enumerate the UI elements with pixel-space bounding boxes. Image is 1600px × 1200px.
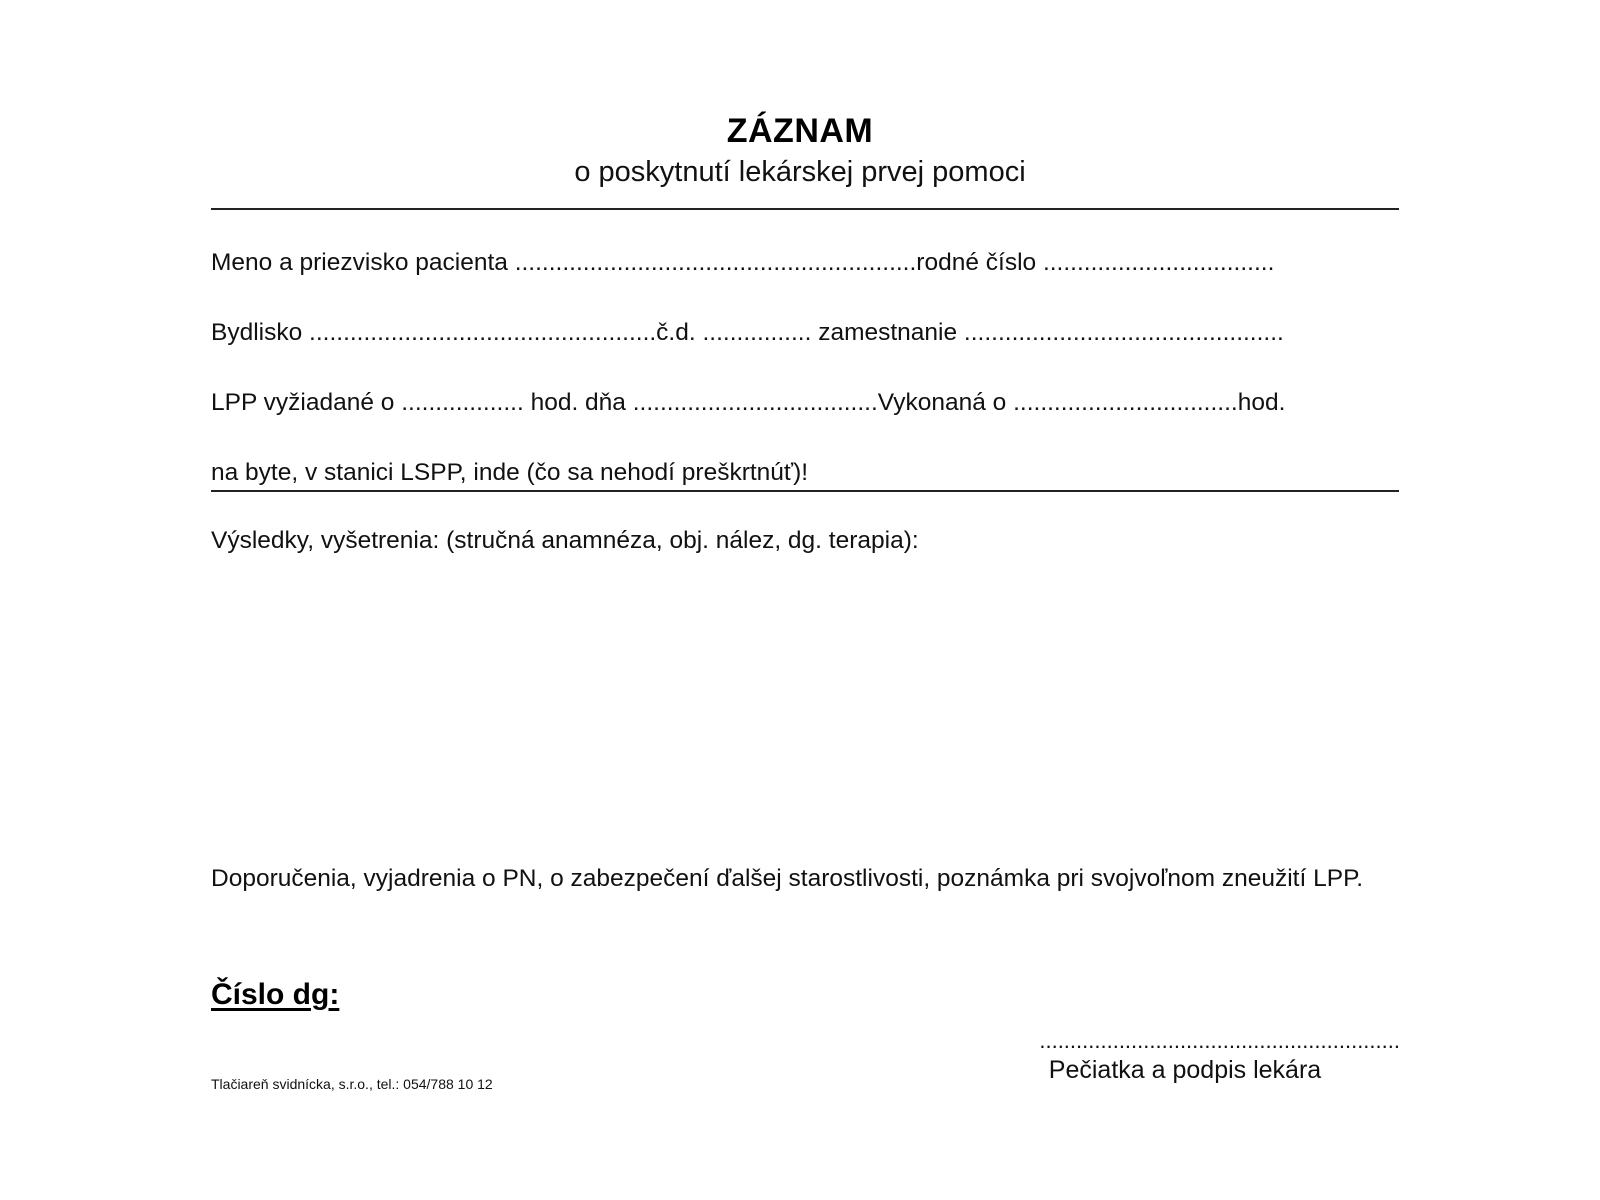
form-title: ZÁZNAM xyxy=(726,112,874,150)
signature-line: ........................................................... xyxy=(1039,1030,1400,1052)
printer-note: Tlačiareň svidnícka, s.r.o., tel.: 054/788 10 12 xyxy=(211,1076,493,1092)
top-divider xyxy=(211,208,1399,210)
signature-caption: Pečiatka a podpis lekára xyxy=(1048,1056,1322,1084)
form-subtitle: o poskytnutí lekárskej prvej pomoci xyxy=(574,156,1026,188)
results-examination-label: Výsledky, vyšetrenia: (stručná anamnéza, obj. nález, dg. terapia): xyxy=(211,527,919,554)
patient-name-birth-number-line: Meno a priezvisko pacienta ...........................................................rodné číslo .................................. xyxy=(211,249,1275,276)
request-time-line: LPP vyžiadané o .................. hod. dňa ....................................Vykonaná o .................................hod. xyxy=(211,389,1286,416)
signature-area xyxy=(970,1030,1400,1085)
middle-divider xyxy=(211,490,1399,492)
address-occupation-line: Bydlisko ...................................................č.d. ................ zamestnanie ............................................... xyxy=(211,319,1284,346)
diagnosis-number-label: Číslo dg: xyxy=(211,978,340,1011)
recommendations-label: Doporučenia, vyjadrenia o PN, o zabezpečení ďalšej starostlivosti, poznámka pri svojvoľnom zneužití LPP. xyxy=(211,865,1364,892)
location-note-line: na byte, v stanici LSPP, inde (čo sa nehodí preškrtnúť)! xyxy=(211,459,809,486)
